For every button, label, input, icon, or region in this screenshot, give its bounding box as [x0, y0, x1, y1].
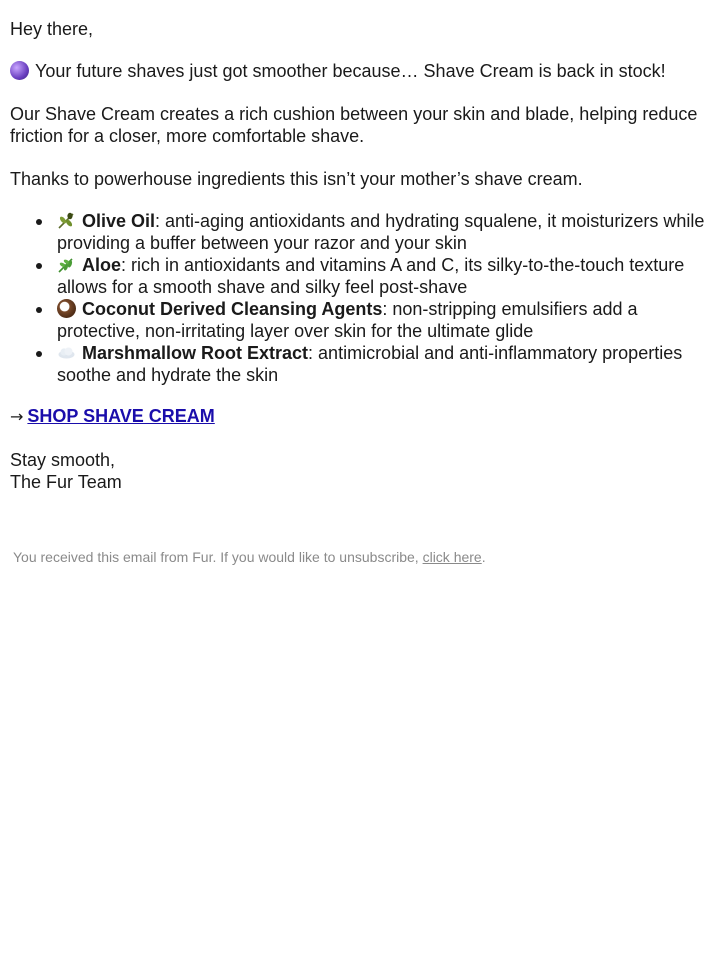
ingredient-name: Marshmallow Root Extract	[82, 343, 309, 363]
arrow-right-icon: →	[10, 407, 24, 426]
signoff	[10, 449, 122, 493]
list-item	[10, 298, 710, 342]
cta-line	[10, 405, 215, 428]
ingredient-name: Olive Oil	[82, 211, 156, 231]
footer-trailing: .	[481, 549, 486, 565]
ingredient-description: : rich in antioxidants and vitamins A and C, its silky-to-the-touch texture allows for a smooth shave and silky feel post-shave	[57, 255, 685, 297]
unsubscribe-link[interactable]: click here	[422, 549, 482, 565]
footer-text: You received this email from Fur. If you would like to unsubscribe,	[13, 549, 423, 565]
list-item	[10, 210, 710, 254]
signoff-line: Stay smooth,	[10, 450, 116, 470]
ingredients-intro: Thanks to powerhouse ingredients this isn’t your mother’s shave cream.	[10, 169, 583, 189]
ingredient-description: : antimicrobial and anti-inflammatory properties soothe and hydrate the skin	[57, 343, 683, 385]
greeting: Hey there,	[10, 19, 94, 39]
ingredients-list	[10, 210, 710, 386]
product-description: Our Shave Cream creates a rich cushion between your skin and blade, helping reduce friction for a closer, more comfortable shave.	[10, 104, 698, 146]
crystal-ball-icon	[10, 61, 29, 80]
intro-text: Your future shaves just got smoother because… Shave Cream is back in stock!	[35, 61, 666, 81]
ingredient-name: Aloe	[82, 255, 122, 275]
intro-line	[10, 60, 666, 82]
olive-icon	[57, 211, 76, 230]
email-footer	[13, 548, 486, 566]
ingredient-description: : anti-aging antioxidants and hydrating squalene, it moisturizers while providing a buffer between your razor and your skin	[57, 211, 705, 253]
shop-shave-cream-link[interactable]: SHOP SHAVE CREAM	[27, 406, 215, 426]
signature: The Fur Team	[10, 472, 122, 492]
ingredient-description: : non-stripping emulsifiers add a protective, non-irritating layer over skin for the ultimate glide	[57, 299, 638, 341]
cloud-icon	[57, 343, 76, 362]
coconut-icon	[57, 299, 76, 318]
list-item	[10, 254, 710, 298]
ingredient-name: Coconut Derived Cleansing Agents	[82, 299, 383, 319]
list-item	[10, 342, 710, 386]
herb-icon	[57, 255, 76, 274]
